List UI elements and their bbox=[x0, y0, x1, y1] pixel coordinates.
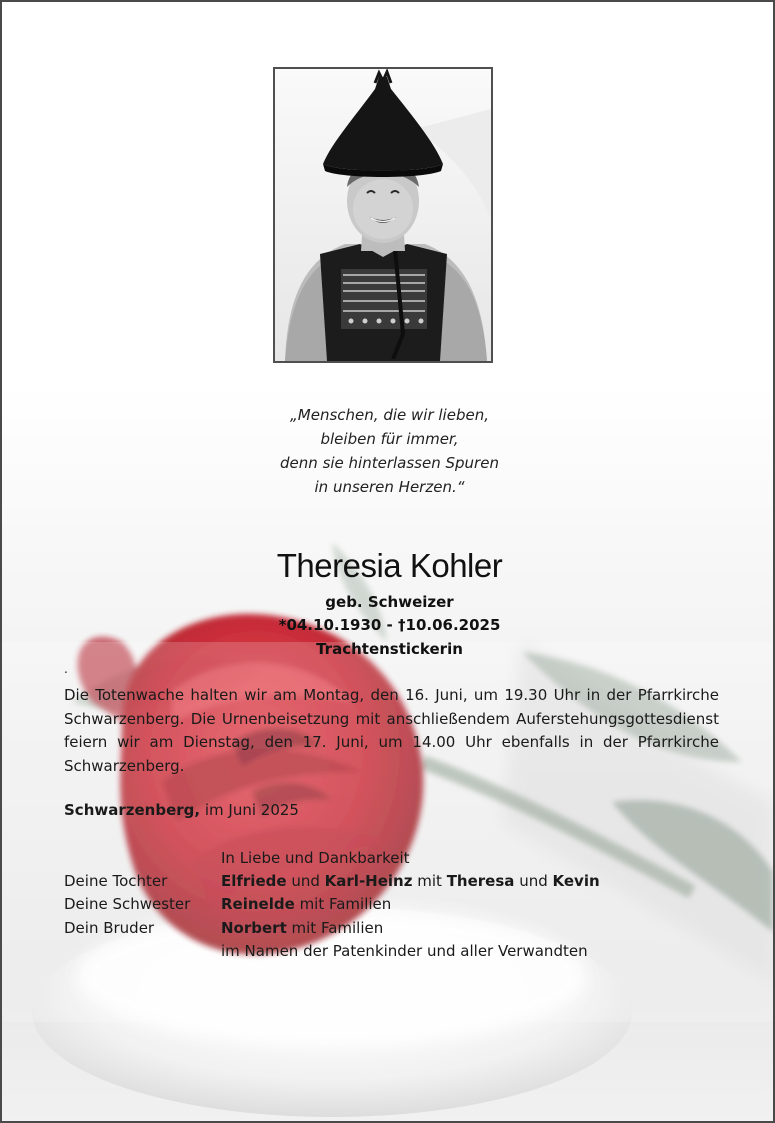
mourner-name: Karl-Heinz bbox=[324, 872, 413, 890]
connector: und bbox=[519, 872, 548, 890]
mourner-name: Reinelde bbox=[221, 895, 295, 913]
mourner-names-brother bbox=[221, 919, 383, 937]
mourner-names-daughter bbox=[221, 872, 600, 890]
birth-name: geb. Schweizer bbox=[325, 593, 454, 611]
mourner-name: Theresa bbox=[446, 872, 515, 890]
occupation: Trachtenstickerin bbox=[316, 640, 463, 658]
mourner-name: Kevin bbox=[552, 872, 600, 890]
memorial-quote bbox=[2, 403, 775, 499]
quote-line: „Menschen, die wir lieben, bbox=[290, 406, 489, 424]
quote-line: bleiben für immer, bbox=[320, 430, 459, 448]
place-date bbox=[64, 801, 299, 819]
connector: und bbox=[291, 872, 320, 890]
paragraph-marker: . bbox=[64, 662, 68, 676]
quote-line: denn sie hinterlassen Spuren bbox=[280, 454, 499, 472]
mourner-suffix: mit Familien bbox=[291, 919, 384, 937]
mourners-intro: In Liebe und Dankbarkeit bbox=[221, 849, 410, 867]
deceased-name: Theresia Kohler bbox=[276, 547, 503, 584]
mourner-name: Elfriede bbox=[221, 872, 287, 890]
funeral-notice-text: Die Totenwache halten wir am Montag, den 16. Juni, um 19.30 Uhr in der Pfarrkirche Schwarzenberg. Die Urnenbeisetzung mit anschließendem Auferstehungsgottesdienst feiern wir am Dienstag, den 17. Juni, um 14.00 Uhr ebenfalls in der Pfarrkirche Schwarzenberg. bbox=[64, 686, 719, 775]
mourner-role-daughter: Deine Tochter bbox=[64, 872, 168, 890]
mourners-closing: im Namen der Patenkinder und aller Verwandten bbox=[221, 942, 588, 960]
mourner-role-sister: Deine Schwester bbox=[64, 895, 191, 913]
connector: mit bbox=[417, 872, 442, 890]
mourner-name: Norbert bbox=[221, 919, 287, 937]
life-dates: *04.10.1930 - †10.06.2025 bbox=[278, 616, 501, 634]
mourner-role-brother: Dein Bruder bbox=[64, 919, 155, 937]
place: Schwarzenberg, bbox=[64, 801, 201, 819]
mourner-names-sister bbox=[221, 895, 391, 913]
quote-line: in unseren Herzen.“ bbox=[314, 478, 465, 496]
date: im Juni 2025 bbox=[204, 801, 299, 819]
portrait-photo bbox=[273, 67, 493, 363]
mourner-suffix: mit Familien bbox=[299, 895, 392, 913]
